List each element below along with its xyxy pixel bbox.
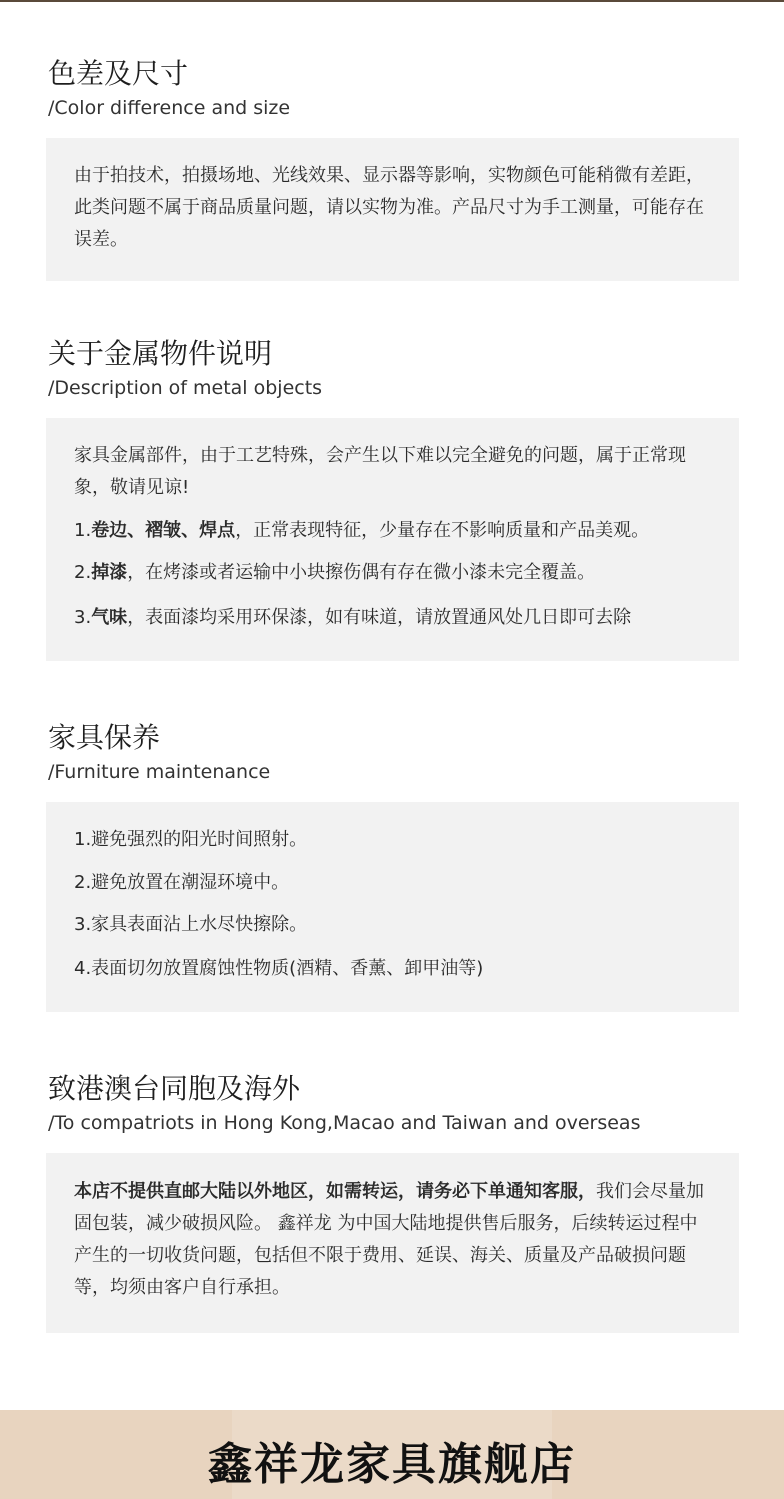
intro-paragraph: 家具金属部件，由于工艺特殊，会产生以下难以完全避免的问题，属于正常现象，敬请见谅! — [74, 445, 686, 498]
section-subtitle: /Description of metal objects — [48, 377, 323, 399]
bold-notice: 本店不提供直邮大陆以外地区，如需转运，请务必下单通知客服， — [74, 1181, 596, 1202]
list-item: 1.卷边、褶皱、焊点，正常表现特征，少量存在不影响质量和产品美观。 — [74, 520, 650, 541]
section-subtitle: /Color difference and size — [48, 97, 291, 119]
footer-banner — [0, 1410, 784, 1499]
info-box — [46, 802, 739, 1012]
info-box — [46, 1153, 739, 1333]
info-paragraph — [74, 1176, 711, 1304]
store-name: 鑫祥龙家具旗舰店 — [208, 1439, 576, 1490]
list-item: 1.避免强烈的阳光时间照射。 — [74, 829, 308, 850]
list-item: 2.掉漆，在烤漆或者运输中小块擦伤偶有存在微小漆未完全覆盖。 — [74, 562, 596, 583]
section-title: 家具保养 — [48, 721, 161, 754]
section-title: 色差及尺寸 — [48, 57, 189, 90]
info-box — [46, 138, 739, 281]
notice-rest: 我们会尽量加固包装，减少破损风险。 鑫祥龙 为中国大陆地提供售后服务，后续转运过程中产生的一切收货问题，包括但不限于费用、延误、海关、质量及产品破损问题等，均须由客户自行承担。 — [74, 1181, 704, 1298]
list-item: 3.气味，表面漆均采用环保漆，如有味道，请放置通风处几日即可去除 — [74, 607, 632, 628]
section-title: 关于金属物件说明 — [48, 337, 273, 370]
section-subtitle: /To compatriots in Hong Kong,Macao and Taiwan and overseas — [48, 1112, 641, 1134]
section-overseas — [46, 1071, 739, 1333]
info-box — [46, 418, 739, 661]
list-item: 2.避免放置在潮湿环境中。 — [74, 872, 290, 893]
section-color-size — [46, 56, 739, 282]
section-subtitle: /Furniture maintenance — [48, 761, 271, 783]
list-item: 4.表面切勿放置腐蚀性物质(酒精、香薰、卸甲油等) — [74, 958, 484, 979]
list-item: 3.家具表面沾上水尽快擦除。 — [74, 914, 308, 935]
info-paragraph: 由于拍技术，拍摄场地、光线效果、显示器等影响，实物颜色可能稍微有差距，此类问题不属于商品质量问题，请以实物为准。产品尺寸为手工测量，可能存在误差。 — [74, 165, 704, 250]
top-divider — [0, 0, 784, 2]
section-metal-objects — [46, 336, 739, 662]
section-title: 致港澳台同胞及海外 — [48, 1072, 301, 1105]
section-furniture-maintenance — [46, 720, 739, 1013]
